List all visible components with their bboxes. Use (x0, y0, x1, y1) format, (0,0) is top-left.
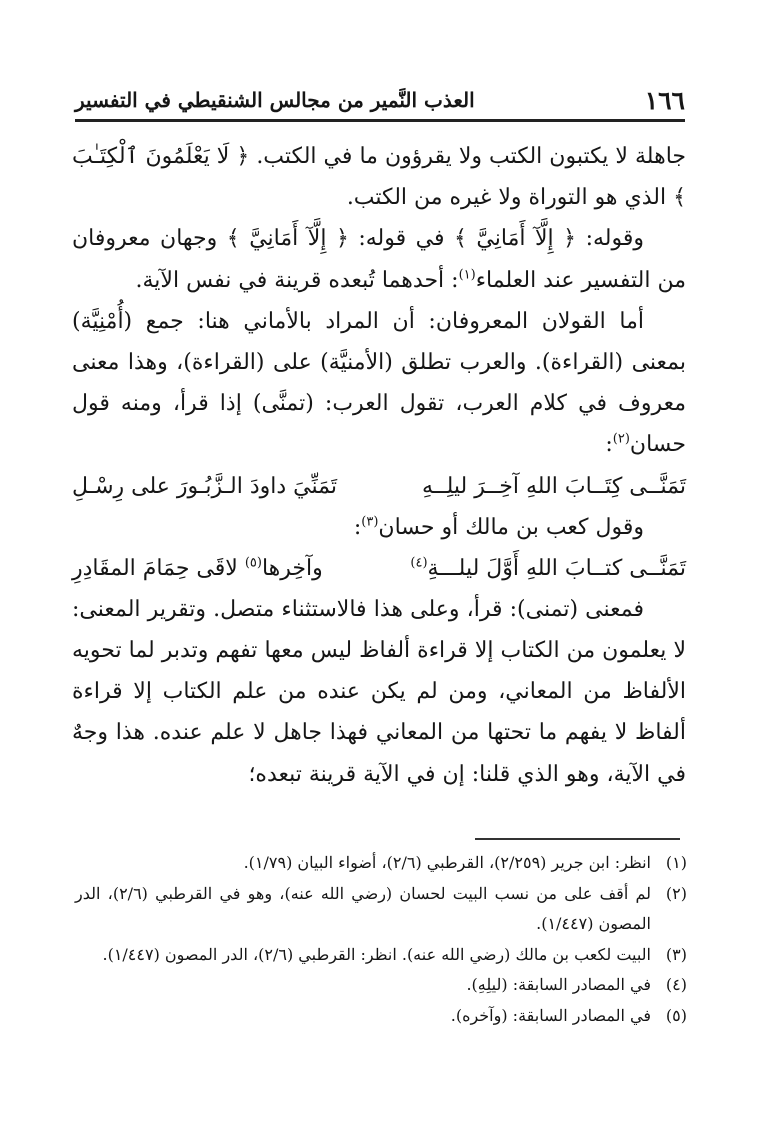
paragraph-1: جاهلة لا يكتبون الكتب ولا يقرؤون ما في الكتب. ﴿ لَا يَعْلَمُونَ ٱلْكِتَـٰبَ ﴾ الذي هو التوراة ولا غيره من الكتب. (72, 144, 686, 211)
poem-verse-1 (72, 466, 686, 507)
footnote-1 (75, 848, 687, 879)
footnote-separator (475, 838, 680, 840)
verse-2-second-hemistich (72, 548, 323, 589)
footnote-number: (٤) (665, 975, 687, 994)
paragraph-4-text-a: وقول كعب بن مالك أو حسان (378, 514, 644, 540)
paragraph-5: فمعنى (تمنى): قرأ، وعلى هذا فالاستثناء متصل. وتقرير المعنى: لا يعلمون من الكتاب إلا قراءة ألفاظ ليس معها تفهم وتدبر لما تحويه الألفاظ من المعاني، ومن لم يكن عنده من علم الكتاب إلا قراءة ألفاظ لا يفهم ما تحتها من المعاني فهذا جاهل لا علم عنده. هذا وجهٌ في الآية، وهو الذي قلنا: إن في الآية قرينة تبعده؛ (72, 596, 686, 787)
footnote-ref-3: (٣) (361, 514, 379, 530)
verse-2-second-text-a: وآخِرها (261, 555, 323, 581)
verse-2-first-hemistich (410, 548, 686, 589)
footnote-2 (75, 879, 687, 940)
page-number: ١٦٦ (644, 86, 685, 115)
main-text (72, 136, 686, 795)
footnote-number: (٥) (665, 1005, 687, 1025)
footnote-text: لم أقف على من نسب البيت لحسان (رضي الله عنه)، وهو في القرطبي (٢/٦)، الدر المصون (١/٤٤٧). (75, 883, 652, 933)
footnote-text: البيت لكعب بن مالك (رضي الله عنه). انظر: القرطبي (٢/٦)، الدر المصون (١/٤٤٧). (102, 944, 651, 964)
paragraph-3-text-a: أما القولان المعروفان: أن المراد بالأماني هنا: جمع (أُمْنِيَّة) بمعنى (القراءة). والعرب تطلق (الأمنيَّة) على (القراءة)، وهذا معنى معروف في كلام العرب، تقول العرب: (تمنَّى) إذا قرأ، ومنه قول حسان (72, 308, 686, 458)
paragraph-4 (72, 507, 686, 548)
paragraph-3 (72, 301, 686, 466)
poem-verse-2 (72, 548, 686, 589)
paragraph-2-text-a: وقوله: ﴿ إِلَّآ أَمَانِيَّ ﴾ في قوله: ﴿ إِلَّآ أَمَانِيَّ ﴾ وجهان معروفان من التفسير عند العلماء (72, 226, 686, 293)
verse-2-second-text-b: لاقَى حِمَامَ المقَادِرِ (72, 555, 245, 581)
footnotes (75, 848, 687, 1031)
footnote-text: في المصادر السابقة: (ليلِهِ). (466, 975, 651, 994)
verse-2-first-text: تَمَنَّــى كتــابَ اللهِ أَوَّلَ ليلـــةِ (427, 555, 686, 581)
footnote-number: (٢) (665, 883, 687, 903)
verse-1-second-hemistich: تَمَنِّيَ داودَ الـزَّبُـورَ على رِسْـلِ (72, 473, 337, 499)
footnote-4 (75, 970, 687, 1001)
running-title: العذب النَّمير من مجالس الشنقيطي في التفسير (75, 88, 475, 112)
footnote-3 (75, 940, 687, 971)
running-header (75, 86, 685, 116)
footnote-ref-5: (٥) (244, 555, 262, 571)
paragraph-4-text-b: : (353, 514, 362, 540)
footnote-5 (75, 1001, 687, 1032)
header-rule (75, 119, 685, 122)
footnote-text: انظر: ابن جرير (٢/٢٥٩)، القرطبي (٢/٦)، أضواء البيان (١/٧٩). (243, 853, 651, 872)
paragraph-2-text-b: : أحدهما تُبعده قرينة في نفس الآية. (135, 267, 459, 293)
footnote-ref-4: (٤) (410, 555, 428, 571)
verse-1-first-hemistich: تَمَنَّــى كِتَــابَ اللهِ آخِــرَ ليلِــهِ (421, 473, 686, 499)
footnote-text: في المصادر السابقة: (وآخره). (450, 1005, 651, 1025)
footnote-ref-2: (٢) (612, 432, 630, 448)
paragraph-3-text-b: : (605, 432, 613, 458)
footnote-number: (١) (665, 853, 687, 872)
paragraph-2 (72, 218, 686, 300)
footnote-ref-1: (١) (458, 267, 476, 283)
footnote-number: (٣) (665, 944, 687, 964)
